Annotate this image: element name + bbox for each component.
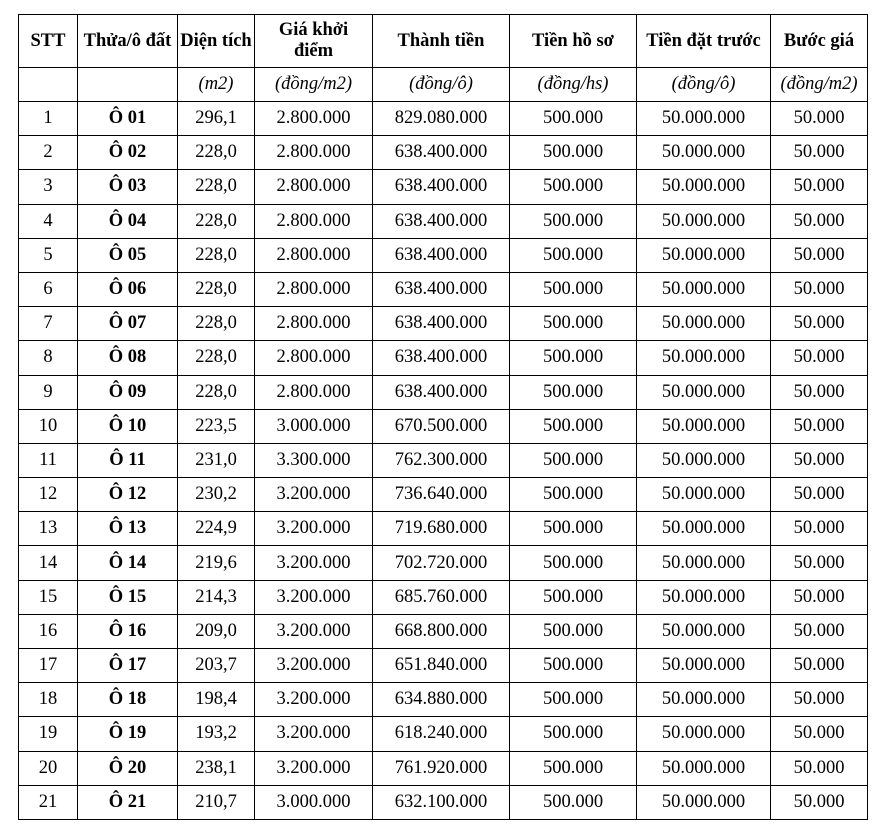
cell-deposit: 50.000.000 bbox=[637, 238, 771, 272]
cell-file-fee: 500.000 bbox=[510, 307, 637, 341]
table-row bbox=[19, 785, 868, 819]
cell-file-fee: 500.000 bbox=[510, 683, 637, 717]
cell-start-price: 3.200.000 bbox=[255, 580, 373, 614]
table-row bbox=[19, 751, 868, 785]
cell-file-fee: 500.000 bbox=[510, 717, 637, 751]
cell-start-price: 3.200.000 bbox=[255, 717, 373, 751]
cell-lot: Ô 06 bbox=[78, 272, 178, 306]
table-row bbox=[19, 170, 868, 204]
cell-total: 762.300.000 bbox=[373, 443, 510, 477]
cell-lot: Ô 13 bbox=[78, 512, 178, 546]
cell-price-step: 50.000 bbox=[771, 443, 868, 477]
cell-area: 219,6 bbox=[178, 546, 255, 580]
cell-lot: Ô 09 bbox=[78, 375, 178, 409]
cell-lot: Ô 14 bbox=[78, 546, 178, 580]
cell-deposit: 50.000.000 bbox=[637, 136, 771, 170]
cell-total: 829.080.000 bbox=[373, 102, 510, 136]
cell-stt: 20 bbox=[19, 751, 78, 785]
cell-total: 638.400.000 bbox=[373, 272, 510, 306]
cell-lot: Ô 16 bbox=[78, 614, 178, 648]
cell-start-price: 3.000.000 bbox=[255, 409, 373, 443]
cell-stt: 15 bbox=[19, 580, 78, 614]
cell-total: 651.840.000 bbox=[373, 649, 510, 683]
cell-lot: Ô 01 bbox=[78, 102, 178, 136]
cell-file-fee: 500.000 bbox=[510, 478, 637, 512]
cell-deposit: 50.000.000 bbox=[637, 341, 771, 375]
units-row bbox=[19, 68, 868, 102]
cell-start-price: 2.800.000 bbox=[255, 238, 373, 272]
cell-total: 761.920.000 bbox=[373, 751, 510, 785]
cell-start-price: 2.800.000 bbox=[255, 341, 373, 375]
cell-total: 634.880.000 bbox=[373, 683, 510, 717]
cell-start-price: 2.800.000 bbox=[255, 307, 373, 341]
cell-deposit: 50.000.000 bbox=[637, 272, 771, 306]
table-container bbox=[18, 14, 868, 820]
unit-area: (m2) bbox=[178, 68, 255, 102]
cell-total: 702.720.000 bbox=[373, 546, 510, 580]
cell-lot: Ô 19 bbox=[78, 717, 178, 751]
cell-lot: Ô 08 bbox=[78, 341, 178, 375]
table-row bbox=[19, 512, 868, 546]
cell-start-price: 3.200.000 bbox=[255, 751, 373, 785]
unit-total: (đồng/ô) bbox=[373, 68, 510, 102]
cell-start-price: 3.200.000 bbox=[255, 478, 373, 512]
cell-deposit: 50.000.000 bbox=[637, 751, 771, 785]
table-row bbox=[19, 649, 868, 683]
cell-deposit: 50.000.000 bbox=[637, 683, 771, 717]
cell-price-step: 50.000 bbox=[771, 717, 868, 751]
cell-stt: 2 bbox=[19, 136, 78, 170]
cell-lot: Ô 12 bbox=[78, 478, 178, 512]
table-row bbox=[19, 546, 868, 580]
cell-total: 638.400.000 bbox=[373, 375, 510, 409]
cell-total: 670.500.000 bbox=[373, 409, 510, 443]
cell-stt: 18 bbox=[19, 683, 78, 717]
cell-price-step: 50.000 bbox=[771, 238, 868, 272]
table-row bbox=[19, 614, 868, 648]
cell-stt: 10 bbox=[19, 409, 78, 443]
table-row bbox=[19, 102, 868, 136]
cell-stt: 16 bbox=[19, 614, 78, 648]
cell-area: 203,7 bbox=[178, 649, 255, 683]
table-row bbox=[19, 272, 868, 306]
header-start-price: Giá khởi điểm bbox=[255, 15, 373, 68]
header-price-step: Bước giá bbox=[771, 15, 868, 68]
cell-start-price: 2.800.000 bbox=[255, 375, 373, 409]
cell-deposit: 50.000.000 bbox=[637, 614, 771, 648]
cell-lot: Ô 21 bbox=[78, 785, 178, 819]
land-auction-table bbox=[18, 14, 868, 820]
cell-deposit: 50.000.000 bbox=[637, 512, 771, 546]
cell-file-fee: 500.000 bbox=[510, 546, 637, 580]
cell-total: 638.400.000 bbox=[373, 136, 510, 170]
cell-price-step: 50.000 bbox=[771, 102, 868, 136]
cell-lot: Ô 11 bbox=[78, 443, 178, 477]
table-row bbox=[19, 375, 868, 409]
cell-file-fee: 500.000 bbox=[510, 443, 637, 477]
cell-file-fee: 500.000 bbox=[510, 580, 637, 614]
cell-lot: Ô 17 bbox=[78, 649, 178, 683]
table-row bbox=[19, 204, 868, 238]
table-row bbox=[19, 341, 868, 375]
cell-price-step: 50.000 bbox=[771, 307, 868, 341]
unit-price-step: (đồng/m2) bbox=[771, 68, 868, 102]
cell-total: 736.640.000 bbox=[373, 478, 510, 512]
cell-start-price: 2.800.000 bbox=[255, 136, 373, 170]
cell-stt: 1 bbox=[19, 102, 78, 136]
cell-deposit: 50.000.000 bbox=[637, 375, 771, 409]
cell-deposit: 50.000.000 bbox=[637, 443, 771, 477]
cell-deposit: 50.000.000 bbox=[637, 546, 771, 580]
cell-total: 638.400.000 bbox=[373, 204, 510, 238]
cell-area: 214,3 bbox=[178, 580, 255, 614]
table-row bbox=[19, 443, 868, 477]
cell-total: 668.800.000 bbox=[373, 614, 510, 648]
cell-lot: Ô 02 bbox=[78, 136, 178, 170]
cell-stt: 14 bbox=[19, 546, 78, 580]
cell-start-price: 2.800.000 bbox=[255, 102, 373, 136]
cell-file-fee: 500.000 bbox=[510, 614, 637, 648]
cell-deposit: 50.000.000 bbox=[637, 102, 771, 136]
cell-stt: 21 bbox=[19, 785, 78, 819]
unit-stt bbox=[19, 68, 78, 102]
header-file-fee: Tiền hồ sơ bbox=[510, 15, 637, 68]
cell-price-step: 50.000 bbox=[771, 580, 868, 614]
cell-area: 296,1 bbox=[178, 102, 255, 136]
cell-total: 638.400.000 bbox=[373, 307, 510, 341]
cell-stt: 6 bbox=[19, 272, 78, 306]
cell-total: 685.760.000 bbox=[373, 580, 510, 614]
cell-start-price: 2.800.000 bbox=[255, 204, 373, 238]
cell-price-step: 50.000 bbox=[771, 272, 868, 306]
cell-area: 231,0 bbox=[178, 443, 255, 477]
cell-price-step: 50.000 bbox=[771, 375, 868, 409]
cell-file-fee: 500.000 bbox=[510, 272, 637, 306]
cell-price-step: 50.000 bbox=[771, 170, 868, 204]
cell-file-fee: 500.000 bbox=[510, 512, 637, 546]
cell-price-step: 50.000 bbox=[771, 614, 868, 648]
cell-price-step: 50.000 bbox=[771, 751, 868, 785]
cell-area: 238,1 bbox=[178, 751, 255, 785]
cell-area: 223,5 bbox=[178, 409, 255, 443]
cell-start-price: 3.200.000 bbox=[255, 512, 373, 546]
cell-stt: 17 bbox=[19, 649, 78, 683]
cell-price-step: 50.000 bbox=[771, 512, 868, 546]
table-row bbox=[19, 136, 868, 170]
header-area: Diện tích bbox=[178, 15, 255, 68]
cell-start-price: 2.800.000 bbox=[255, 170, 373, 204]
cell-area: 224,9 bbox=[178, 512, 255, 546]
cell-price-step: 50.000 bbox=[771, 683, 868, 717]
cell-deposit: 50.000.000 bbox=[637, 785, 771, 819]
unit-file-fee: (đồng/hs) bbox=[510, 68, 637, 102]
cell-total: 638.400.000 bbox=[373, 238, 510, 272]
cell-deposit: 50.000.000 bbox=[637, 204, 771, 238]
cell-deposit: 50.000.000 bbox=[637, 307, 771, 341]
header-total: Thành tiền bbox=[373, 15, 510, 68]
cell-area: 228,0 bbox=[178, 375, 255, 409]
cell-stt: 19 bbox=[19, 717, 78, 751]
cell-price-step: 50.000 bbox=[771, 136, 868, 170]
cell-stt: 11 bbox=[19, 443, 78, 477]
cell-start-price: 2.800.000 bbox=[255, 272, 373, 306]
cell-deposit: 50.000.000 bbox=[637, 649, 771, 683]
cell-area: 228,0 bbox=[178, 170, 255, 204]
cell-total: 638.400.000 bbox=[373, 170, 510, 204]
header-deposit: Tiền đặt trước bbox=[637, 15, 771, 68]
cell-total: 638.400.000 bbox=[373, 341, 510, 375]
cell-area: 193,2 bbox=[178, 717, 255, 751]
cell-deposit: 50.000.000 bbox=[637, 478, 771, 512]
cell-area: 210,7 bbox=[178, 785, 255, 819]
table-body bbox=[19, 102, 868, 820]
cell-price-step: 50.000 bbox=[771, 785, 868, 819]
cell-lot: Ô 20 bbox=[78, 751, 178, 785]
cell-file-fee: 500.000 bbox=[510, 785, 637, 819]
table-row bbox=[19, 478, 868, 512]
cell-price-step: 50.000 bbox=[771, 409, 868, 443]
cell-total: 719.680.000 bbox=[373, 512, 510, 546]
cell-lot: Ô 04 bbox=[78, 204, 178, 238]
cell-start-price: 3.000.000 bbox=[255, 785, 373, 819]
cell-stt: 8 bbox=[19, 341, 78, 375]
cell-area: 209,0 bbox=[178, 614, 255, 648]
cell-lot: Ô 18 bbox=[78, 683, 178, 717]
cell-file-fee: 500.000 bbox=[510, 102, 637, 136]
cell-price-step: 50.000 bbox=[771, 546, 868, 580]
cell-start-price: 3.200.000 bbox=[255, 683, 373, 717]
cell-deposit: 50.000.000 bbox=[637, 580, 771, 614]
header-row bbox=[19, 15, 868, 68]
table-row bbox=[19, 580, 868, 614]
table-row bbox=[19, 307, 868, 341]
unit-deposit: (đồng/ô) bbox=[637, 68, 771, 102]
cell-file-fee: 500.000 bbox=[510, 409, 637, 443]
cell-deposit: 50.000.000 bbox=[637, 717, 771, 751]
cell-price-step: 50.000 bbox=[771, 204, 868, 238]
cell-file-fee: 500.000 bbox=[510, 751, 637, 785]
cell-total: 632.100.000 bbox=[373, 785, 510, 819]
cell-price-step: 50.000 bbox=[771, 341, 868, 375]
cell-area: 228,0 bbox=[178, 136, 255, 170]
cell-stt: 5 bbox=[19, 238, 78, 272]
cell-file-fee: 500.000 bbox=[510, 136, 637, 170]
header-stt: STT bbox=[19, 15, 78, 68]
cell-lot: Ô 10 bbox=[78, 409, 178, 443]
cell-area: 228,0 bbox=[178, 238, 255, 272]
cell-file-fee: 500.000 bbox=[510, 375, 637, 409]
cell-area: 228,0 bbox=[178, 272, 255, 306]
cell-file-fee: 500.000 bbox=[510, 341, 637, 375]
cell-area: 228,0 bbox=[178, 204, 255, 238]
table-row bbox=[19, 717, 868, 751]
cell-total: 618.240.000 bbox=[373, 717, 510, 751]
table-row bbox=[19, 238, 868, 272]
cell-price-step: 50.000 bbox=[771, 478, 868, 512]
cell-area: 230,2 bbox=[178, 478, 255, 512]
cell-start-price: 3.200.000 bbox=[255, 546, 373, 580]
cell-start-price: 3.300.000 bbox=[255, 443, 373, 477]
cell-start-price: 3.200.000 bbox=[255, 614, 373, 648]
cell-stt: 4 bbox=[19, 204, 78, 238]
cell-price-step: 50.000 bbox=[771, 649, 868, 683]
cell-start-price: 3.200.000 bbox=[255, 649, 373, 683]
cell-stt: 13 bbox=[19, 512, 78, 546]
cell-lot: Ô 05 bbox=[78, 238, 178, 272]
cell-stt: 7 bbox=[19, 307, 78, 341]
cell-stt: 12 bbox=[19, 478, 78, 512]
cell-deposit: 50.000.000 bbox=[637, 409, 771, 443]
cell-file-fee: 500.000 bbox=[510, 204, 637, 238]
cell-area: 228,0 bbox=[178, 341, 255, 375]
cell-lot: Ô 07 bbox=[78, 307, 178, 341]
cell-stt: 9 bbox=[19, 375, 78, 409]
cell-deposit: 50.000.000 bbox=[637, 170, 771, 204]
table-row bbox=[19, 409, 868, 443]
cell-area: 228,0 bbox=[178, 307, 255, 341]
cell-stt: 3 bbox=[19, 170, 78, 204]
table-row bbox=[19, 683, 868, 717]
header-lot: Thửa/ô đất bbox=[78, 15, 178, 68]
cell-lot: Ô 15 bbox=[78, 580, 178, 614]
unit-lot bbox=[78, 68, 178, 102]
cell-file-fee: 500.000 bbox=[510, 170, 637, 204]
cell-file-fee: 500.000 bbox=[510, 649, 637, 683]
unit-start-price: (đồng/m2) bbox=[255, 68, 373, 102]
cell-area: 198,4 bbox=[178, 683, 255, 717]
cell-file-fee: 500.000 bbox=[510, 238, 637, 272]
cell-lot: Ô 03 bbox=[78, 170, 178, 204]
